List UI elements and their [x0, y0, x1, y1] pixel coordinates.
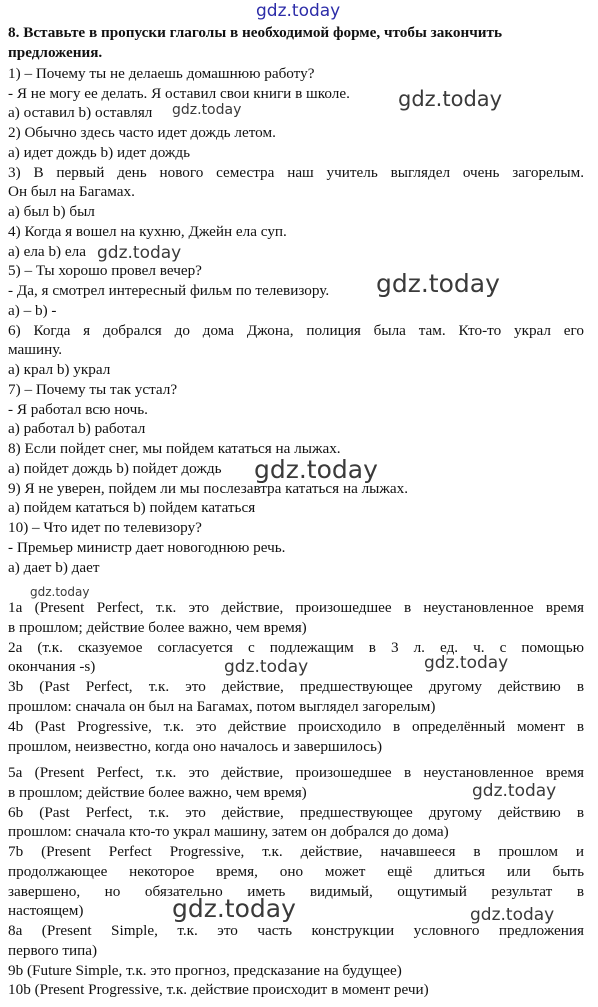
- exercise-line: 6) Когда я добрался до дома Джона, полиция была там. Кто-то украл его: [8, 322, 584, 339]
- watermark: gdz.today: [398, 87, 503, 111]
- answer-line: окончания -s): [8, 658, 96, 675]
- answer-line: прошлом, неизвестно, когда оно началось и завершилось): [8, 738, 383, 755]
- answer-line: в прошлом; действие более важно, чем время): [8, 784, 307, 801]
- exercise-line: 9) Я не уверен, пойдем ли мы послезавтра кататься на лыжах.: [8, 480, 409, 497]
- exercise-line: a) пойдем кататься b) пойдем кататься: [8, 499, 256, 516]
- answer-line: 2a (т.к. сказуемое согласуется с подлежащим в 3 л. ед. ч. с помощью: [8, 639, 584, 656]
- watermark: gdz.today: [472, 781, 557, 801]
- exercise-line: a) работал b) работал: [8, 420, 146, 437]
- answer-line: 1a (Present Perfect, т.к. это действие, произошедшее в неустановленное время: [8, 599, 584, 616]
- exercise-line: a) крал b) украл: [8, 361, 111, 378]
- watermark: gdz.today: [254, 455, 378, 484]
- exercise-line: a) идет дождь b) идет дождь: [8, 144, 191, 161]
- exercise-line: - Я не могу ее делать. Я оставил свои книги в школе.: [8, 85, 350, 102]
- answer-line: 10b (Present Progressive, т.к. действие происходит в момент речи): [8, 981, 429, 998]
- answer-line: настоящем): [8, 902, 84, 919]
- watermark: gdz.today: [172, 894, 296, 923]
- watermark: gdz.today: [376, 269, 500, 298]
- exercise-line: 4) Когда я вошел на кухню, Джейн ела суп.: [8, 223, 287, 240]
- watermark: gdz.today: [97, 243, 182, 263]
- exercise-line: 3) В первый день нового семестра наш учитель выглядел очень загорелым.: [8, 164, 584, 181]
- answer-line: 8a (Present Simple, т.к. это часть конструкции условного предложения: [8, 922, 584, 939]
- answer-line: 5a (Present Perfect, т.к. это действие, произошедшее в неустановленное время: [8, 764, 584, 781]
- watermark: gdz.today: [30, 585, 90, 599]
- exercise-line: Он был на Багамах.: [8, 183, 135, 200]
- answer-line: прошлом: сначала он был на Багамах, потом выглядел загорелым): [8, 698, 436, 715]
- watermark-header: gdz.today: [256, 1, 341, 21]
- watermark: gdz.today: [470, 905, 555, 925]
- exercise-line: - Премьер министр дает новогоднюю речь.: [8, 539, 286, 556]
- watermark: gdz.today: [224, 657, 309, 677]
- exercise-line: 10) – Что идет по телевизору?: [8, 519, 202, 536]
- answer-line: в прошлом; действие более важно, чем время): [8, 619, 307, 636]
- exercise-line: a) дает b) дает: [8, 559, 100, 576]
- exercise-line: a) оставил b) оставлял: [8, 104, 153, 121]
- answer-line: 3b (Past Perfect, т.к. это действие, предшествующее другому действию в: [8, 678, 584, 695]
- exercise-line: - Я работал всю ночь.: [8, 401, 148, 418]
- exercise-line: 5) – Ты хорошо провел вечер?: [8, 262, 202, 279]
- exercise-line: - Да, я смотрел интересный фильм по телевизору.: [8, 282, 330, 299]
- answer-line: 6b (Past Perfect, т.к. это действие, предшествующее другому действию в: [8, 804, 584, 821]
- exercise-line: 8) Если пойдет снег, мы пойдем кататься на лыжах.: [8, 440, 341, 457]
- exercise-line: машину.: [8, 341, 63, 358]
- exercise-line: a) ела b) ела: [8, 243, 86, 260]
- exercise-line: 2) Обычно здесь часто идет дождь летом.: [8, 124, 276, 141]
- answer-line: завершено, но обязательно иметь видимый, ощутимый результат в: [8, 883, 584, 900]
- exercise-line: 1) – Почему ты не делаешь домашнюю работу?: [8, 65, 315, 82]
- exercise-line: a) пойдет дождь b) пойдет дождь: [8, 460, 222, 477]
- watermark: gdz.today: [172, 102, 242, 118]
- answer-line: прошлом: сначала кто-то украл машину, затем он добрался до дома): [8, 823, 449, 840]
- answer-line: 4b (Past Progressive, т.к. это действие происходило в определённый момент в: [8, 718, 584, 735]
- exercise-line: 7) – Почему ты так устал?: [8, 381, 178, 398]
- watermark: gdz.today: [424, 653, 509, 673]
- exercise-title-line-1: 8. Вставьте в пропуски глаголы в необходимой форме, чтобы закончить: [8, 24, 503, 41]
- exercise-line: a) был b) был: [8, 203, 95, 220]
- exercise-title-line-2: предложения.: [8, 44, 103, 61]
- answer-line: продолжающее некоторое время, оно может ещё длиться или быть: [8, 863, 584, 880]
- exercise-line: a) – b) -: [8, 302, 57, 319]
- answer-line: первого типа): [8, 942, 98, 959]
- answer-line: 9b (Future Simple, т.к. это прогноз, предсказание на будущее): [8, 962, 402, 979]
- answer-line: 7b (Present Perfect Progressive, т.к. действие, начавшееся в прошлом и: [8, 843, 584, 860]
